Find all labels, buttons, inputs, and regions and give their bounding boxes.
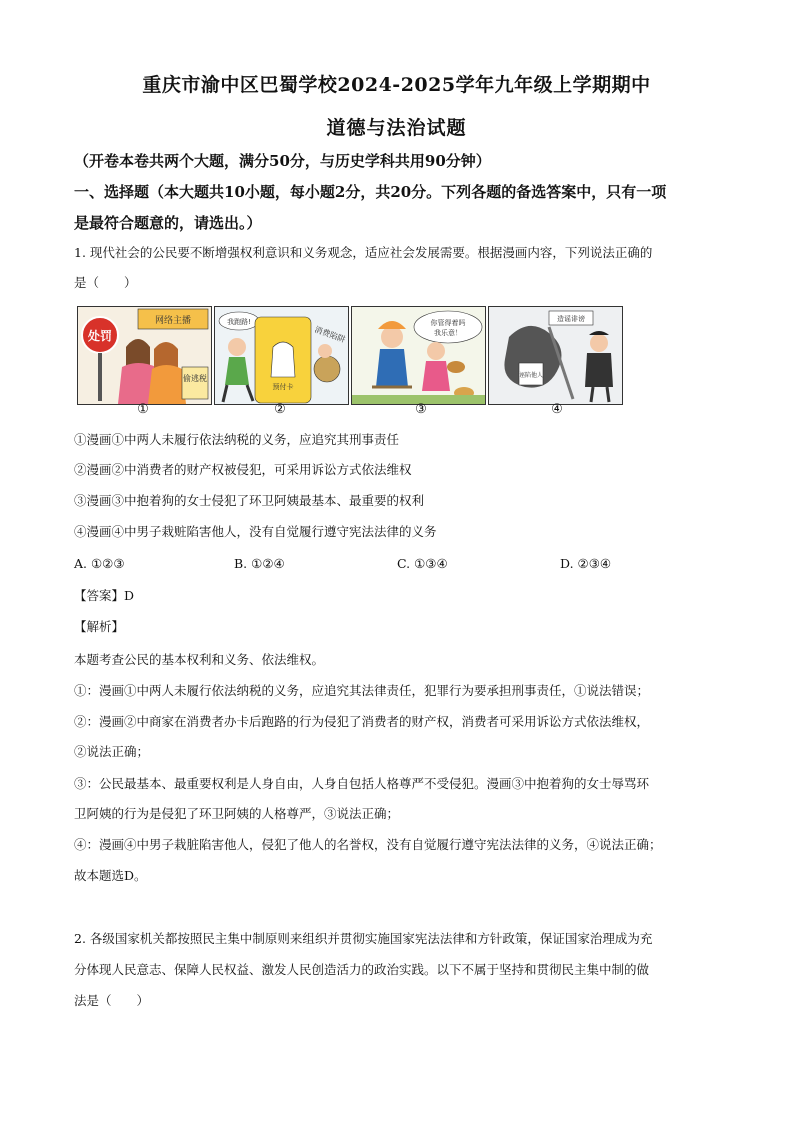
comic-dog-lady-icon — [352, 307, 485, 404]
q2-stem-cont: 法是（ ） — [74, 993, 150, 1008]
sign-text: 预付卡 — [272, 383, 294, 391]
comic-label-1: ① — [137, 402, 149, 417]
exam-title: 重庆市渝中区巴蜀学校2024-2025学年九年级上学期期中 — [142, 74, 651, 96]
answer: 【答案】D — [74, 588, 135, 603]
option-c: C. ①③④ — [397, 556, 448, 571]
q1-stem-cont: 是（ ） — [74, 275, 137, 290]
statement-1: ①漫画①中两人未履行依法纳税的义务，应追究其刑事责任 — [74, 432, 400, 447]
section-heading: 一、选择题（本大题共10小题，每小题2分，共20分。下列各题的备选答案中，只有一项 — [74, 183, 667, 201]
sign-text: 我乐意！ — [434, 329, 462, 337]
comic-panel-4 — [488, 306, 623, 405]
option-b: B. ①②④ — [234, 556, 285, 571]
sign-text: 消费陷阱 — [313, 324, 347, 345]
sign-text: 造谣诽谤 — [557, 315, 585, 323]
sign-text: 网络主播 — [154, 316, 192, 326]
analysis-line: 本题考查公民的基本权利和义务、依法维权。 — [74, 652, 325, 667]
comic-tax-icon — [78, 307, 211, 404]
exam-note: （开卷本卷共两个大题，满分50分，与历史学科共用90分钟） — [74, 152, 491, 170]
q1-stem: 1. 现代社会的公民要不断增强权利意识和义务观念，适应社会发展需要。根据漫画内容，下列说法正确的 — [74, 245, 653, 260]
comic-panel-2 — [214, 306, 349, 405]
analysis-line: ①：漫画①中两人未履行依法纳税的义务，应追究其法律责任，犯罪行为要承担刑事责任，①说法错误； — [74, 683, 650, 698]
sign-text: 我跑路! — [227, 318, 251, 326]
sign-text: 处罚 — [87, 329, 113, 343]
q2-stem-cont: 分体现人民意志、保障人民权益、激发人民创造活力的政治实践。以下不属于坚持和贯彻民主集中制的做 — [74, 962, 650, 977]
comic-strip — [77, 306, 623, 406]
option-d: D. ②③④ — [560, 556, 612, 571]
analysis-line: ④：漫画④中男子栽脏陷害他人，侵犯了他人的名誉权，没有自觉履行遵守宪法法律的义务，④说法正确； — [74, 837, 662, 852]
statement-4: ④漫画④中男子栽赃陷害他人，没有自觉履行遵守宪法法律的义务 — [74, 524, 437, 539]
analysis-label: 【解析】 — [74, 619, 125, 634]
exam-subject: 道德与法治试题 — [326, 117, 467, 139]
analysis-line: 卫阿姨的行为是侵犯了环卫阿姨的人格尊严，③说法正确； — [74, 806, 400, 821]
option-a: A. ①②③ — [74, 556, 125, 571]
comic-label-3: ③ — [415, 402, 427, 417]
comic-slander-icon — [489, 307, 622, 404]
analysis-line: ②：漫画②中商家在消费者办卡后跑路的行为侵犯了消费者的财产权，消费者可采用诉讼方式依法维权， — [74, 714, 650, 729]
comic-panel-1 — [77, 306, 212, 405]
q2-stem: 2. 各级国家机关都按照民主集中制原则来组织并贯彻实施国家宪法法律和方针政策，保证国家治理成为充 — [74, 931, 653, 946]
sign-text: 偷逃税 — [183, 374, 207, 383]
sign-text: 你管得着吗 — [430, 319, 466, 327]
sign-text: 诬陷他人 — [518, 372, 544, 379]
statement-2: ②漫画②中消费者的财产权被侵犯，可采用诉讼方式依法维权 — [74, 462, 412, 477]
analysis-line: ③：公民最基本、最重要权利是人身自由，人身自包括人格尊严不受侵犯。漫画③中抱着狗的女士辱骂环 — [74, 776, 650, 791]
analysis-line: ②说法正确； — [74, 744, 150, 759]
comic-label-4: ④ — [551, 402, 563, 417]
comic-panel-3 — [351, 306, 486, 405]
analysis-line: 故本题选D。 — [74, 868, 147, 883]
comic-label-2: ② — [274, 402, 286, 417]
comic-prepaid-card-icon — [215, 307, 348, 404]
section-heading-cont: 是最符合题意的，请选出。） — [74, 214, 262, 232]
statement-3: ③漫画③中抱着狗的女士侵犯了环卫阿姨最基本、最重要的权利 — [74, 493, 425, 508]
